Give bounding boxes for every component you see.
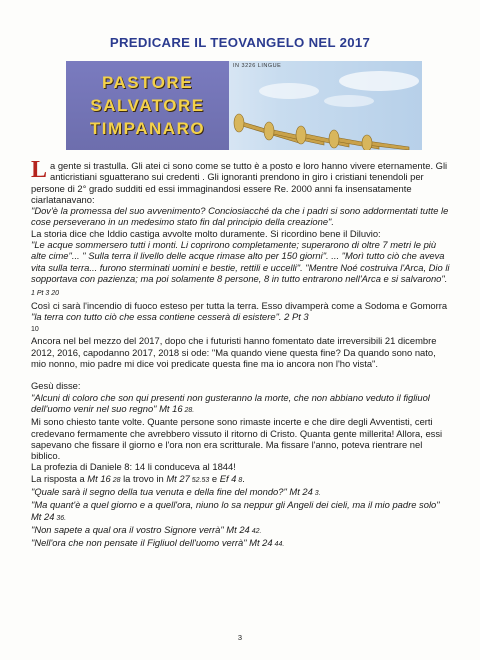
quote-flood-ref: 1 Pt 3 20 [31, 290, 60, 298]
quote-sign-ref: 3. [312, 490, 321, 498]
answer-end: . [242, 472, 245, 484]
quote-flood-text: "Le acque sommersero tutti i monti. Li coprirono completamente; superarono di oltre 7 metri le più alte cime"... " Sulla terra il livello delle acque rimase alto per 150 giorni". ... "Morì tutto ciò che aveva vita sulla terra... furono sterminati uomini e bestie, rettili e uccelli". "Mentre Noé costruiva l'Arca, Dio li sopportava con pazienza; ma poi solamente 8 persone, 8 in tutto entrarono nell'Arca e si salvarono". [31, 239, 450, 284]
quote-not-know-ref: 42. [249, 527, 262, 535]
paragraph-intro-text: a gente si trastulla. Gli atei ci sono come se tutto è a posto e loro hanno vivere eternamente. Gli anticristiani sguatterano sui credenti . Gli ignoranti prendono in giro i cristiani tenendoli per persone di 2° grado sudditi ed essi immaginandosi essere Re. 2000 anni fa insensatamente ciarlatanavano: [31, 160, 448, 205]
ref-mt27: Mt 27 [166, 472, 190, 484]
ref-mt16: Mt 16 [87, 472, 111, 484]
answer-text-3: e [209, 472, 220, 484]
author-name-line1: PASTORE [101, 73, 194, 92]
quote-kingdom [31, 392, 451, 417]
ref-ef4: Ef 4 [219, 472, 237, 484]
quote-promise: "Dov'è la promessa del suo avvenimento? Conciosiacché da che i padri si sono addormentati tutte le cose perseverano in un medesimo stato fin dal principio della creazione". [31, 205, 449, 228]
paragraph-answer [31, 473, 451, 486]
page-title: PREDICARE IL TEOVANGELO NEL 2017 [109, 35, 371, 50]
paragraph-jesus: Gesù disse: [31, 380, 81, 392]
page-number: 3 [237, 633, 243, 642]
quote-kingdom-text: "Alcuni di coloro che son qui presenti non gusteranno la morte, che non abbiano veduto il figliuol dell'uomo venir nel suo regno" Mt 16 [31, 391, 430, 414]
paragraph-flood: La storia dice che Iddio castiga avvolte molto duramente. Si ricordino bene il Diluvio: [31, 227, 381, 239]
paragraph-daniel: La profezia di Daniele 8: 14 li conduceva al 1844! [31, 461, 236, 473]
paragraph-fire-text: Così ci sarà l'incendio di fuoco esteso per tutta la terra. Esso divamperà come a Sodoma e Gomorra [31, 299, 448, 311]
header-banner [66, 61, 422, 150]
ref-ef4-verse: 8 [236, 476, 243, 484]
answer-text-2: la trovo in [120, 472, 167, 484]
drop-cap: L [31, 157, 48, 183]
answer-text: La risposta a [31, 472, 88, 484]
quote-not-know-text: "Non sapete a qual ora il vostro Signore verrà" Mt 24 [31, 523, 250, 535]
quote-kingdom-ref: 28. [182, 406, 195, 414]
quote-son-of-man [31, 537, 451, 550]
quote-sign-text: "Quale sarà il segno della tua venuta e della fine del mondo?" Mt 24 [31, 486, 313, 498]
trumpets-illustration [229, 61, 422, 150]
quote-not-know [31, 524, 451, 537]
quote-son-of-man-ref: 44. [272, 541, 285, 549]
ref-mt16-verse: 28 [110, 476, 121, 484]
quote-son-of-man-text: "Nell'ora che non pensate il Figliuol dell'uomo verrà" Mt 24 [31, 537, 273, 549]
paragraph-gap [31, 369, 451, 380]
ref-mt27-verse: 52.53 [189, 476, 210, 484]
author-name-line3: TIMPANARO [89, 119, 206, 138]
author-name-box [66, 61, 229, 150]
paragraph-adventists: Mi sono chiesto tante volte. Quante persone sono rimaste incerte e che dire degli Avventisti, certi credevano fermamente che avrebbero vissuto il ritorno di Cristo. Quanta gente millerita! Allora, essi sapevano che fissare il giorno e l'ora non era scritturale. Ma fissare l'anno, poteva rientrare nel biblico. [31, 416, 443, 462]
author-name-line2: SALVATORE [90, 96, 205, 115]
banner-note: IN 3226 LINGUE [233, 63, 282, 69]
quote-fire-ref: 10 [31, 326, 39, 334]
paragraph-intro [31, 157, 451, 205]
quote-fire: "la terra con tutto ciò che essa contiene cesserà di esistere". 2 Pt 3 [31, 310, 309, 322]
quote-day-hour-ref: 36. [54, 514, 67, 522]
quote-day-hour-text: "Ma quant'è a quel giorno e a quell'ora, niuno lo sa neppur gli Angeli dei cieli, ma il mio padre solo" Mt 24 [31, 499, 440, 522]
quote-flood [31, 239, 451, 299]
paragraph-fire [31, 300, 451, 336]
article-body [31, 157, 451, 551]
quote-sign [31, 486, 451, 499]
paragraph-2017: Ancora nel bel mezzo del 2017, dopo che i futuristi hanno fomentato date irreversibili 21 dicembre 2012, 2016, capodanno 2017, 2018 si ode: "Ma quando viene questa fine? Da quando sono nato, mio nonno, mio padre mi dice voi predicate questa fine ma io ancora non l'ho vista". [31, 335, 437, 370]
quote-day-hour [31, 499, 451, 524]
